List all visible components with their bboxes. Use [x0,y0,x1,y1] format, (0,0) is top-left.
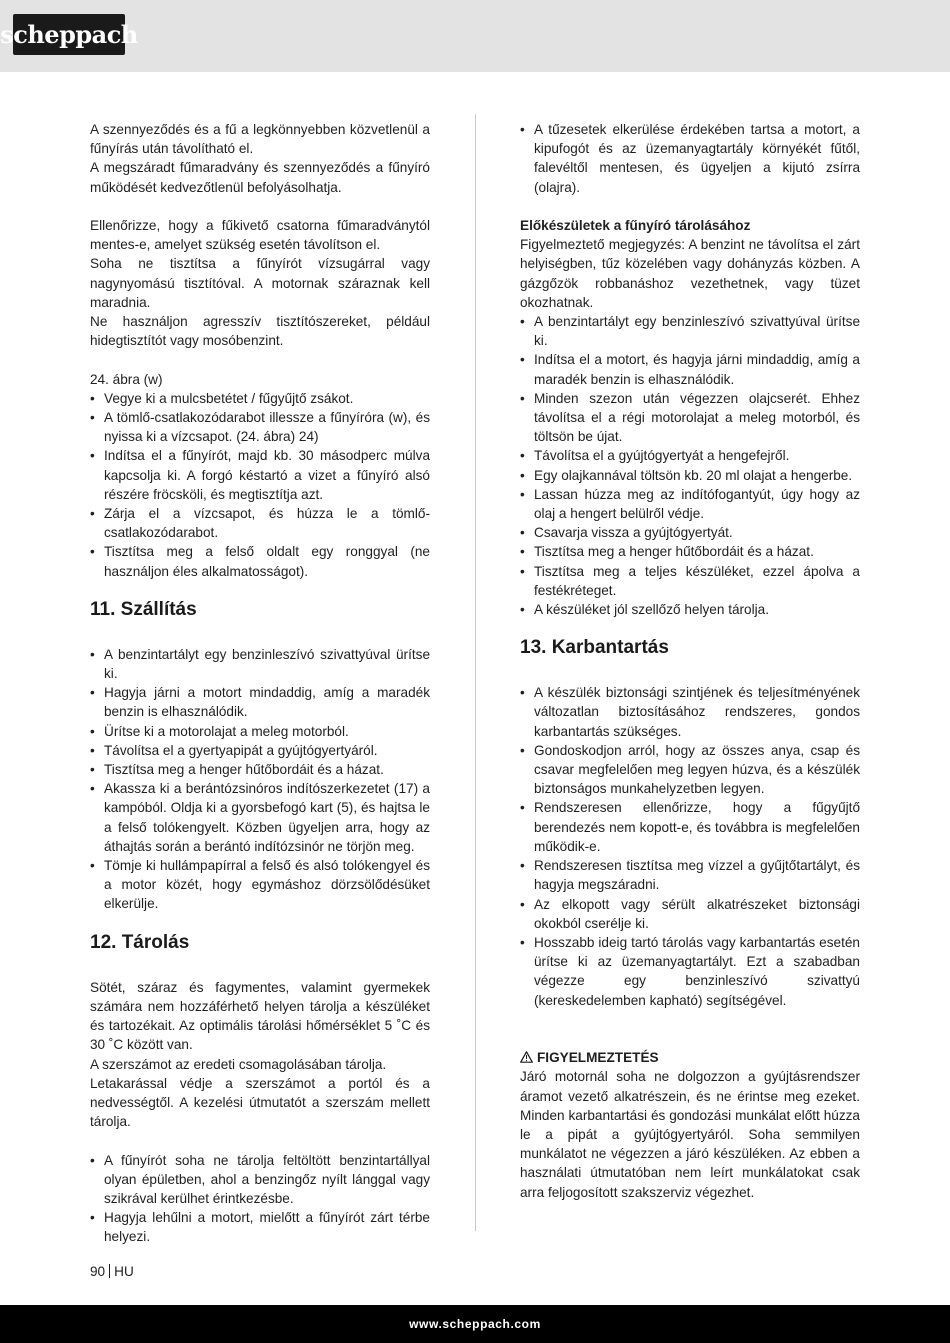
list-item: • Távolítsa el a gyújtógyertyát a hengefejről. [520,446,860,465]
storage-prep-list [520,312,860,619]
list-item: • Vegye ki a mulcsbetétet / fűgyűjtő zsákot. [90,389,430,408]
subsection-title-storage-prep: Előkészületek a fűnyíró tárolásához [520,218,751,233]
list-item: • Hosszabb ideig tartó tárolás vagy karbantartás esetén ürítse ki az üzemanyagtartályt. Ezt a szabadban végezze egy benzinleszívó szivattyú (kereskedelemben kapható) segítségével. [520,933,860,1010]
warning-title: FIGYELMEZTETÉS [537,1050,659,1066]
list-item: • Rendszeresen tisztítsa meg vízzel a gyűjtőtartályt, és hagyja megszáradni. [520,856,860,894]
list-item: • A készülék biztonsági szintjének és teljesítményének változatlan biztosításához rendszeres, gondos karbantartás szükséges. [520,683,860,741]
section-title-storage: 12. Tárolás [90,931,190,953]
paragraph: Letakarással védje a szerszámot a portól és a nedvességtől. A kezelési útmutatót a szerszám mellett tárolja. [90,1075,430,1130]
paragraph: Figyelmeztető megjegyzés: A benzint ne távolítsa el zárt helyiségben, tűz közelében vagy dohányzás közben. A gázgőzök robbanáshoz vezethetnek, vagy tüzet okozhatnak. [520,237,860,310]
brand-logo [0,14,138,55]
maintenance-list [520,683,860,1009]
paragraph: A megszáradt fűmaradvány és szennyeződés a fűnyíró működését kedvezőtlenül befolyásolhatja. [90,160,430,195]
list-item: • Egy olajkannával töltsön kb. 20 ml olajat a hengerbe. [520,466,860,485]
list-item: • Az elkopott vagy sérült alkatrészeket biztonsági okokból cserélje ki. [520,895,860,933]
list-item: • Lassan húzza meg az indítófogantyút, úgy hogy az olaj a hengert belülről védje. [520,485,860,523]
paragraph: Ellenőrizze, hogy a fűkivető csatorna fűmaradványtól mentes-e, amelyet szükség esetén távolítson el. [90,218,430,253]
list-item: • Tisztítsa meg a henger hűtőbordáit és a házat. [90,760,430,779]
list-item: • Indítsa el a fűnyírót, majd kb. 30 másodperc múlva kapcsolja ki. A forgó késtartó a vizet a fűnyíró alsó részére fröcsköli, és megtisztítja azt. [90,446,430,504]
list-item: • Tisztítsa meg a henger hűtőbordáit és a házat. [520,542,860,561]
list-item: • A benzintartályt egy benzinleszívó szivattyúval ürítse ki. [90,645,430,683]
logo-text: scheppach [0,19,138,49]
transport-list [90,645,430,914]
section-title-transport: 11. Szállítás [90,598,197,620]
page-number [90,1264,134,1279]
language-code: HU [114,1264,134,1279]
list-item: • Tisztítsa meg a felső oldalt egy ronggyal (ne használjon éles alkalmatosságot). [90,542,430,580]
header-band [0,0,950,72]
paragraph: Ne használjon agresszív tisztítószereket, például hidegtisztítót vagy mosóbenzint. [90,314,430,349]
list-item: • A készüléket jól szellőző helyen tárolja. [520,600,860,619]
list-item: • Tömje ki hullámpapírral a felső és alsó tolókengyel és a motor közét, hogy egymáshoz dörzsölődésüket elkerülje. [90,856,430,914]
list-item: • Akassza ki a berántózsinóros indítószerkezetet (17) a kampóból. Oldja ki a gyorsbefogó kart (5), és hajtsa le a felső tolókengyelt. Közben ügyeljen arra, hogy az áthajtás során a berántó indítózsinór ne törjön meg. [90,779,430,856]
list-item: • Rendszeresen ellenőrizze, hogy a fűgyűjtő berendezés nem kopott-e, és továbbra is megfelelően működik-e. [520,798,860,856]
list-item: • Távolítsa el a gyertyapipát a gyújtógyertyáról. [90,741,430,760]
list-item: • Ürítse ki a motorolajat a meleg motorból. [90,722,430,741]
figure-label: 24. ábra (w) [90,371,163,387]
warning-paragraph: Járó motornál soha ne dolgozzon a gyújtásrendszer áramot vezető alkatrészein, és ne érintse meg ezeket. Minden karbantartási és gondozási munkálat előtt húzza le a pipát a gyújtógyertyáról. Soha semmilyen munkálatot ne végezzen a járó készüléken. Az ebben a használati útmutatóban nem leírt munkálatokat csak arra feljogosított szakszerviz végezhet. [520,1069,860,1200]
footer-band [0,1305,950,1343]
storage-list [90,1151,430,1247]
page-number-value: 90 [90,1264,106,1279]
list-item: • Hagyja járni a motort mindaddig, amíg a maradék benzin is elhasználódik. [90,683,430,721]
right-column [520,120,860,1202]
list-item: • Hagyja lehűlni a motort, mielőtt a fűnyírót zárt térbe helyezi. [90,1208,430,1246]
fire-safety-list [520,120,860,197]
list-item: • A fűnyírót soha ne tárolja feltöltött benzintartállyal olyan épületben, ahol a benzingőz nyílt lánggal vagy szikrával kerülhet érintkezésbe. [90,1151,430,1209]
paragraph: Sötét, száraz és fagymentes, valamint gyermekek számára nem hozzáférhető helyen tárolja a készüléket és tartozékait. Az optimális tárolási hőmérséklet 5 ˚C és 30 ˚C között van. [90,979,430,1053]
list-item: • Csavarja vissza a gyújtógyertyát. [520,523,860,542]
left-column [90,120,430,1247]
paragraph: A szennyeződés és a fű a legkönnyebben közvetlenül a fűnyírás után távolítható el. [90,122,430,157]
page-number-separator [109,1264,110,1278]
list-item: • A tömlő-csatlakozódarabot illessze a fűnyíróra (w), és nyissa ki a vízcsapot. (24. ábra) 24) [90,408,430,446]
list-item: • Gondoskodjon arról, hogy az összes anya, csap és csavar megfelelően meg legyen húzva, és a készülék biztonságos munkahelyzetben legyen. [520,741,860,799]
warning-triangle-icon [520,1051,533,1063]
list-item: • Minden szezon után végezzen olajcserét. Ehhez távolítsa el a régi motorolajat a meleg motorból, és töltsön be újat. [520,389,860,447]
list-item: • Tisztítsa meg a teljes készüléket, ezzel ápolva a festékréteget. [520,562,860,600]
cleaning-list [90,389,430,581]
section-title-maintenance: 13. Karbantartás [520,637,669,659]
list-item: • Indítsa el a motort, és hagyja járni mindaddig, amíg a maradék benzin is elhasználódik. [520,350,860,388]
column-divider [475,114,476,1231]
list-item: • A benzintartályt egy benzinleszívó szivattyúval ürítse ki. [520,312,860,350]
list-item: • Zárja el a vízcsapot, és húzza le a tömlő-csatlakozódarabot. [90,504,430,542]
website-link[interactable]: www.scheppach.com [409,1317,541,1331]
list-item: • A tűzesetek elkerülése érdekében tartsa a motort, a kipufogót és az üzemanyagtartály környékét fűtől, falevéltől mentesen, és ügyeljen a kijutó zsírra (olajra). [520,120,860,197]
paragraph: A szerszámot az eredeti csomagolásában tárolja. [90,1056,387,1072]
paragraph: Soha ne tisztítsa a fűnyírót vízsugárral vagy nagynyomású tisztítóval. A motornak száraznak kell maradnia. [90,256,430,310]
warning-heading [520,1048,860,1067]
